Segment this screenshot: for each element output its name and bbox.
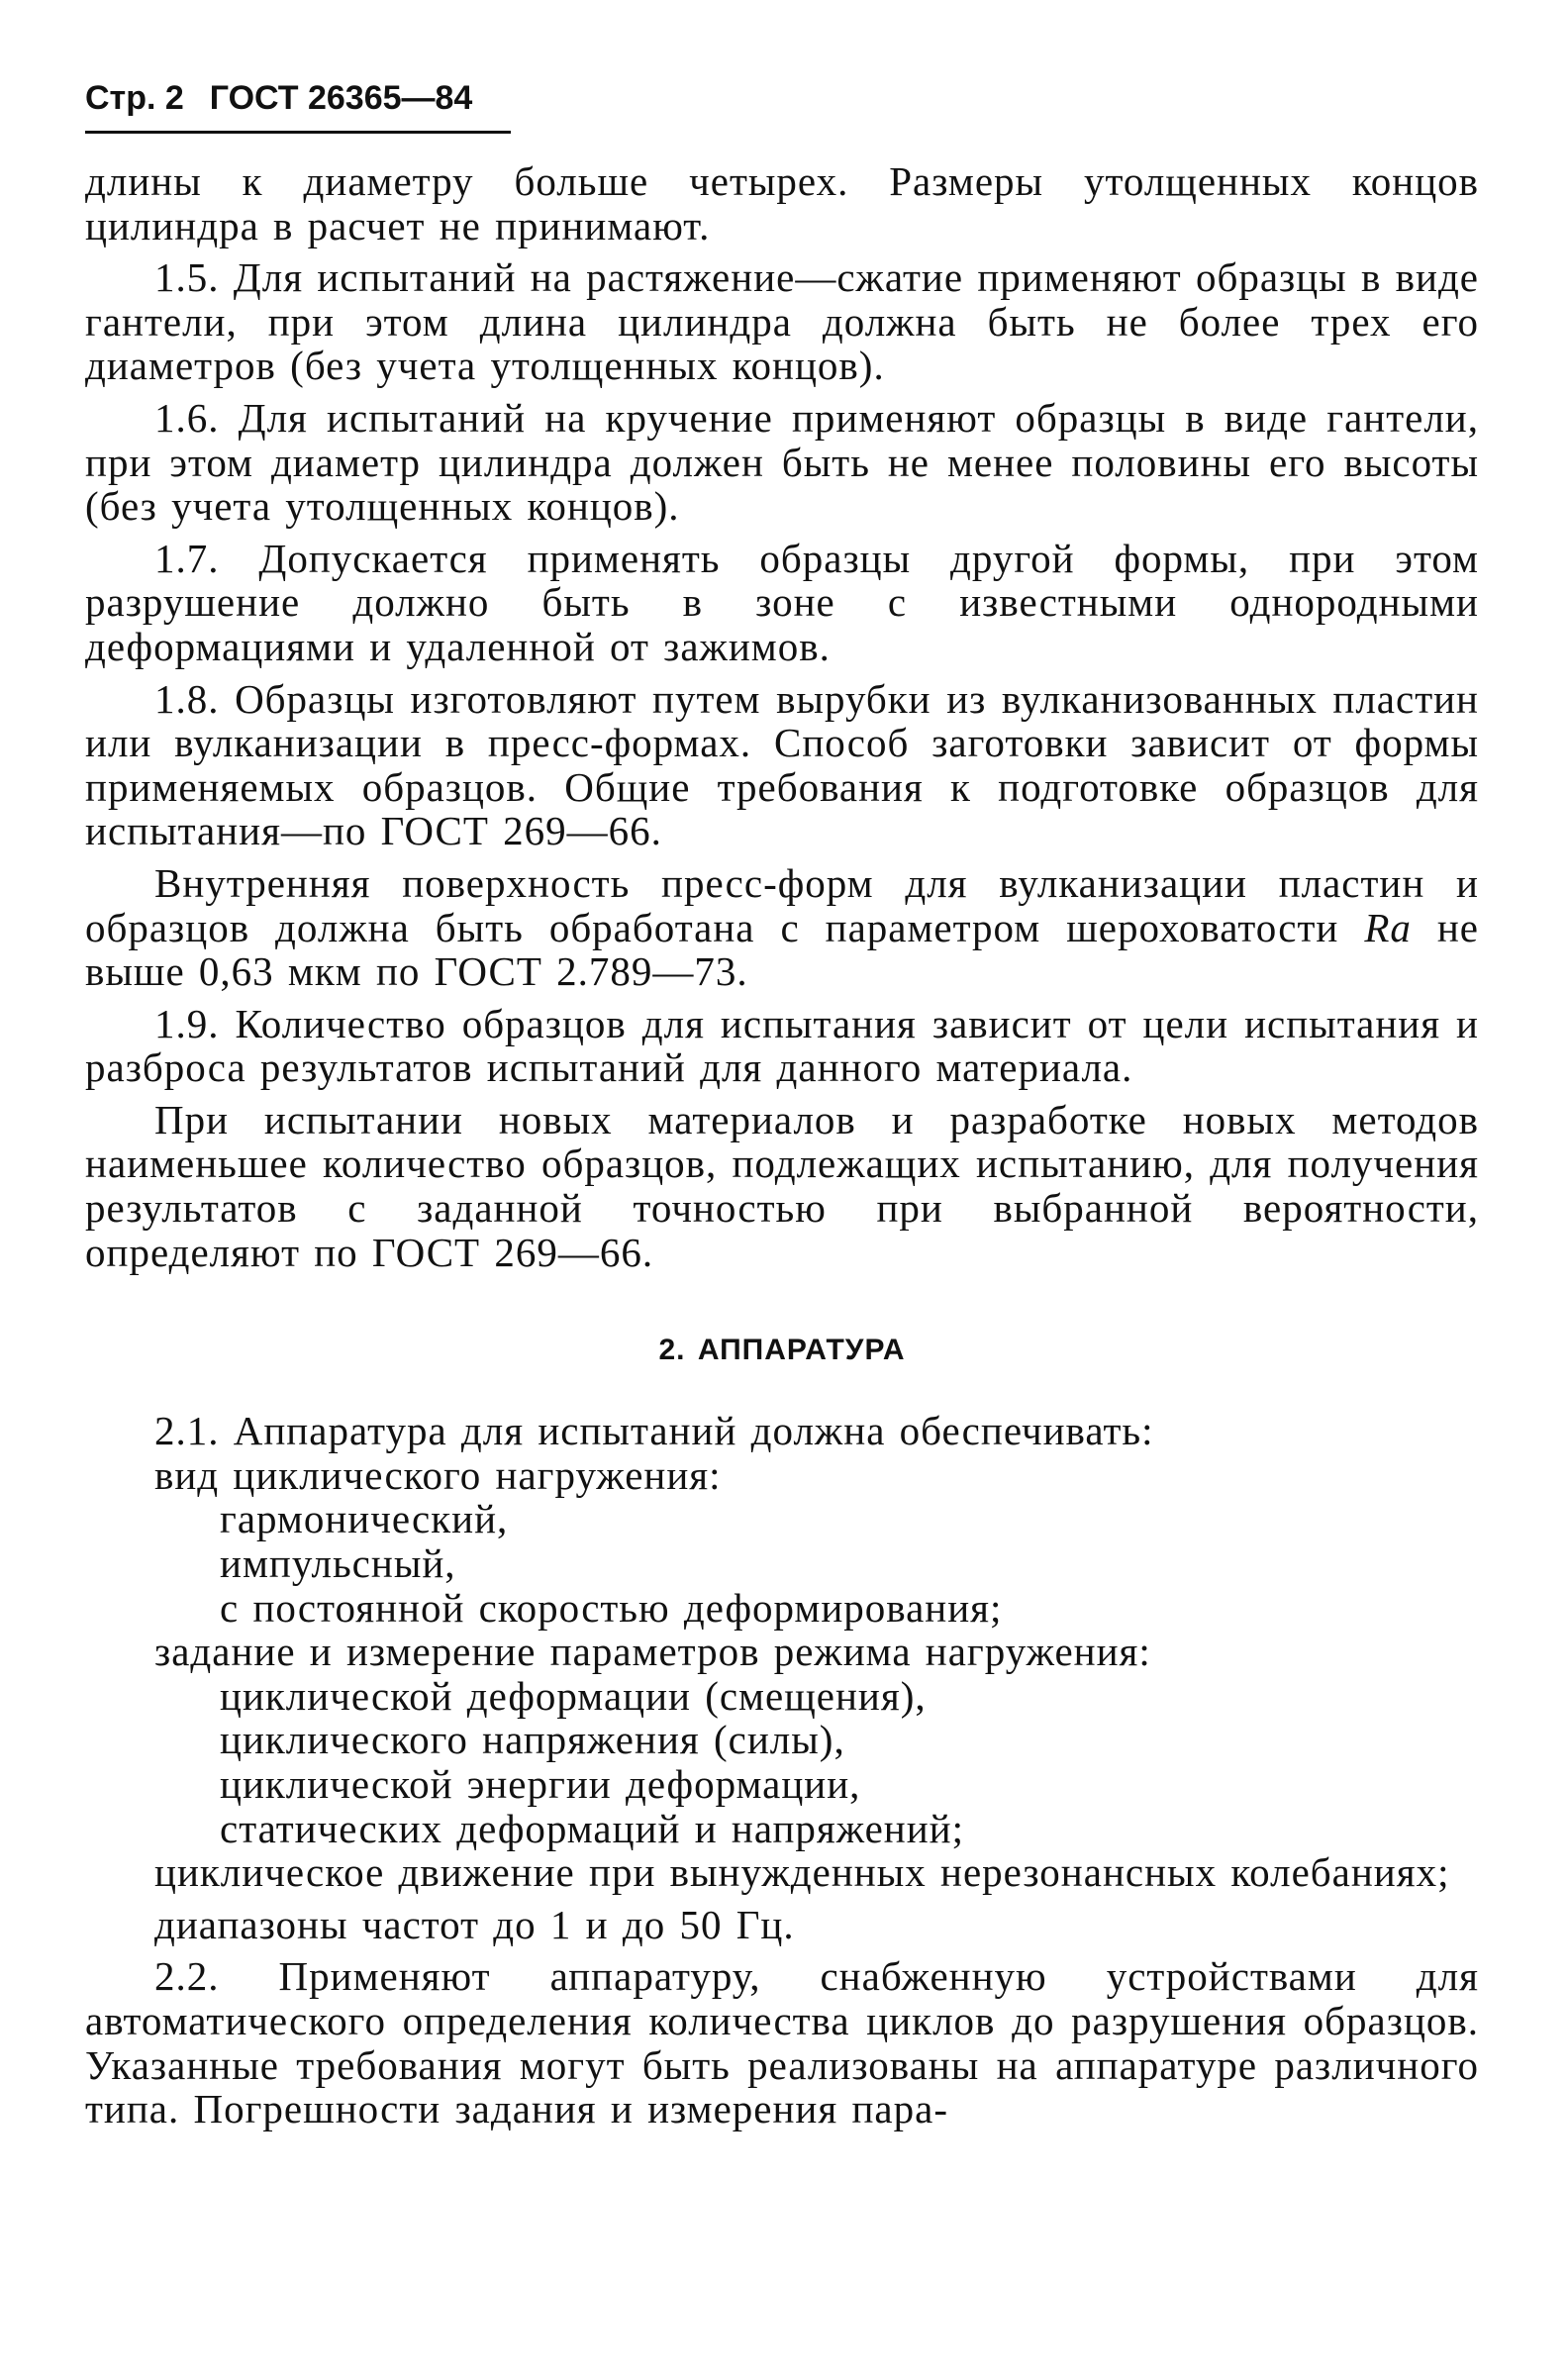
standard-number: ГОСТ 26365—84 xyxy=(209,79,473,117)
document-body xyxy=(85,159,1479,2131)
page-number: Стр. 2 xyxy=(85,79,184,117)
loading-params-heading: задание и измерение параметров режима нагружения: xyxy=(154,1629,1151,1675)
paragraph-1-9: 1.9. Количество образцов для испытания зависит от цели испытания и разброса результатов испытаний для данного материала. xyxy=(85,1000,1479,1091)
paragraph-continuation: длины к диаметру больше четырех. Размеры утолщенных концов цилиндра в расчет не принимают. xyxy=(85,158,1479,248)
paragraph-1-5: 1.5. Для испытаний на растяжение—сжатие применяют образцы в виде гантели, при этом длина цилиндра должна быть не более трех его диаметров (без учета утолщенных концов). xyxy=(85,254,1479,389)
surface-text-a: Внутренняя поверхность пресс-форм для вулканизации пластин и образцов должна быть обработана с параметром шероховатости xyxy=(85,859,1479,950)
loading-type-item: с постоянной скоростью деформирования; xyxy=(220,1584,1003,1631)
frequency-ranges: диапазоны частот до 1 и до 50 Гц. xyxy=(154,1901,795,1947)
loading-type-heading: вид циклического нагружения: xyxy=(154,1451,722,1498)
loading-param-item: статических деформаций и напряжений; xyxy=(220,1805,964,1851)
paragraph-2-1: 2.1. Аппаратура для испытаний должна обеспечивать: xyxy=(154,1408,1154,1454)
paragraph-2-2: 2.2. Применяют аппаратуру, снабженную устройствами для автоматического определения количества циклов до разрушения образцов. Указанные требования могут быть реализованы на аппаратуре различного типа. Погрешности задания и измерения пара- xyxy=(85,1953,1479,2132)
paragraph-1-8: 1.8. Образцы изготовляют путем вырубки из вулканизованных пластин или вулканизации в пресс-формах. Способ заготовки зависит от формы применяемых образцов. Общие требования к подготовке образцов для испытания—по ГОСТ 269—66. xyxy=(85,675,1479,854)
loading-param-item: циклического напряжения (силы), xyxy=(220,1717,845,1763)
loading-param-item: циклической деформации (смещения), xyxy=(220,1672,927,1719)
surface-text-b: не выше 0,63 мкм по ГОСТ 2.789—73. xyxy=(85,904,1479,995)
document-page xyxy=(85,59,1479,2139)
page-header xyxy=(85,59,511,134)
section-title-apparatus: 2. АППАРАТУРА xyxy=(658,1334,906,1367)
loading-type-item: импульсный, xyxy=(220,1540,456,1587)
loading-type-item: гармонический, xyxy=(220,1496,509,1542)
paragraph-new-materials: При испытании новых материалов и разработке новых методов наименьшее количество образцов, подлежащих испытанию, для получения результатов с заданной точностью при выбранной вероятности, определяют по ГОСТ 269—66. xyxy=(85,1096,1479,1275)
loading-param-item: циклической энергии деформации, xyxy=(220,1761,861,1807)
paragraph-1-6: 1.6. Для испытаний на кручение применяют образцы в виде гантели, при этом диаметр цилиндра должен быть не менее половины его высоты (без учета утолщенных концов). xyxy=(85,394,1479,530)
paragraph-surface xyxy=(85,861,1479,994)
paragraph-1-7: 1.7. Допускается применять образцы другой формы, при этом разрушение должно быть в зоне с известными однородными деформациями и удаленной от зажимов. xyxy=(85,535,1479,669)
roughness-symbol: Ra xyxy=(1364,904,1412,950)
cyclic-motion: циклическое движение при вынужденных нерезонансных колебаниях; xyxy=(154,1849,1450,1896)
